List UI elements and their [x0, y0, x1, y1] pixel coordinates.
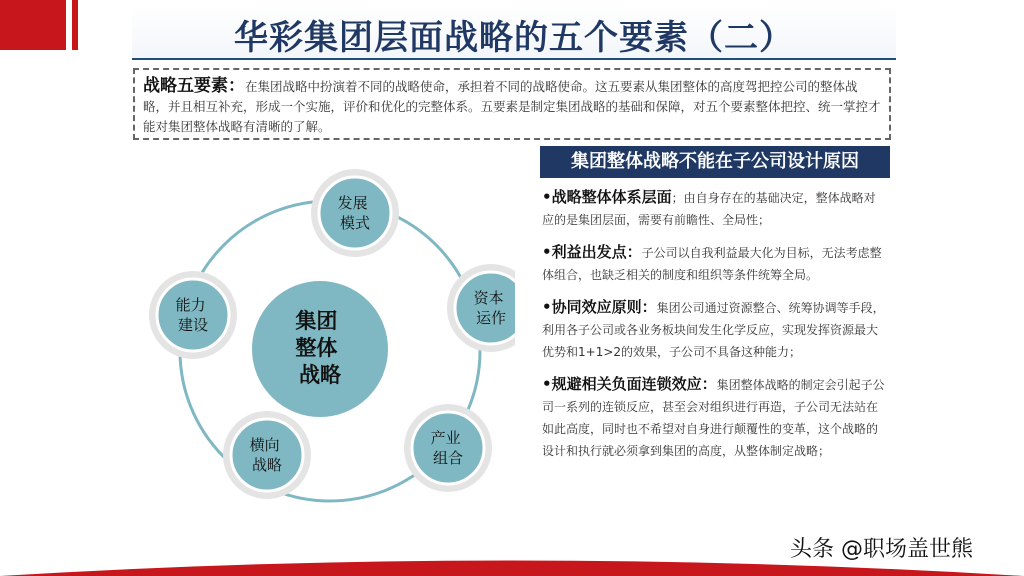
strategy-diagram — [135, 165, 515, 515]
center-line-1: 集团 — [295, 309, 338, 333]
top-red-bar — [0, 0, 66, 50]
watermark: 头条 @职场盖世熊 — [790, 537, 973, 562]
reason-head: •战略整体体系层面 — [542, 188, 672, 206]
svg-text:发展 模式: 发展 模式 — [337, 194, 371, 232]
svg-text:资本 运作: 资本 运作 — [473, 289, 507, 327]
intro-lead: 战略五要素： — [143, 76, 245, 96]
reason-item — [542, 373, 887, 462]
center-line-3: 战略 — [299, 363, 341, 387]
reasons-heading: 集团整体战略不能在子公司设计原因 — [540, 146, 890, 178]
reason-body: 子公司以自我利益最大化为目标，无法考虑整体组合，也缺乏相关的制度和组织等条件统筹全局。 — [542, 246, 882, 282]
title-banner — [132, 4, 896, 60]
svg-text:能力 建设: 能力 建设 — [175, 296, 209, 334]
reason-body: 集团公司通过资源整合、统筹协调等手段，利用各子公司或各业务板块间发生化学反应，实现发挥资源最大优势和1+1>2的效果，子公司不具备这种能力； — [542, 301, 885, 359]
node-industry-portfolio — [404, 404, 492, 492]
reason-body: ；由自身存在的基础决定，整体战略对应的是集团层面，需要有前瞻性、全局性； — [542, 191, 876, 227]
reason-item — [542, 186, 887, 231]
intro-box — [133, 68, 891, 140]
center-line-2: 整体 — [295, 336, 338, 360]
reason-body: 集团整体战略的制定会引起子公司一系列的连锁反应，甚至会对组织进行再造，子公司无法站在如此高度，同时也不希望对自身进行颠覆性的变革，这个战略的设计和执行就必须拿到集团的高度，从整体制定战略； — [542, 378, 885, 458]
page-title: 华彩集团层面战略的五个要素（二） — [234, 18, 794, 58]
node-development-model — [311, 169, 399, 257]
reason-head: •协同效应原则： — [542, 298, 657, 316]
reason-item — [542, 241, 887, 286]
svg-text:产业 组合: 产业 组合 — [430, 429, 464, 467]
svg-text:集团 整体 战略 — [295, 309, 344, 387]
top-red-bar-thin — [72, 0, 78, 50]
reason-head: •利益出发点： — [542, 243, 642, 261]
node-capability-building — [149, 271, 237, 359]
svg-text:横向 战略: 横向 战略 — [249, 436, 283, 474]
intro-text: 在集团战略中扮演着不同的战略使命，承担着不同的战略使命。这五要素从集团整体的高度驾把控公司的整体战略，并且相互补充，形成一个实施，评价和优化的完整体系。五要素是制定集团战略的基础和保障，对五个要素整体把控、统一掌控才能对集团整体战略有清晰的了解。 — [143, 79, 881, 134]
reasons-list — [542, 186, 887, 472]
node-horizontal-strategy — [223, 411, 311, 499]
node-capital-operation — [447, 264, 515, 352]
reason-head: •规避相关负面连锁效应： — [542, 375, 717, 393]
reason-item — [542, 296, 887, 363]
